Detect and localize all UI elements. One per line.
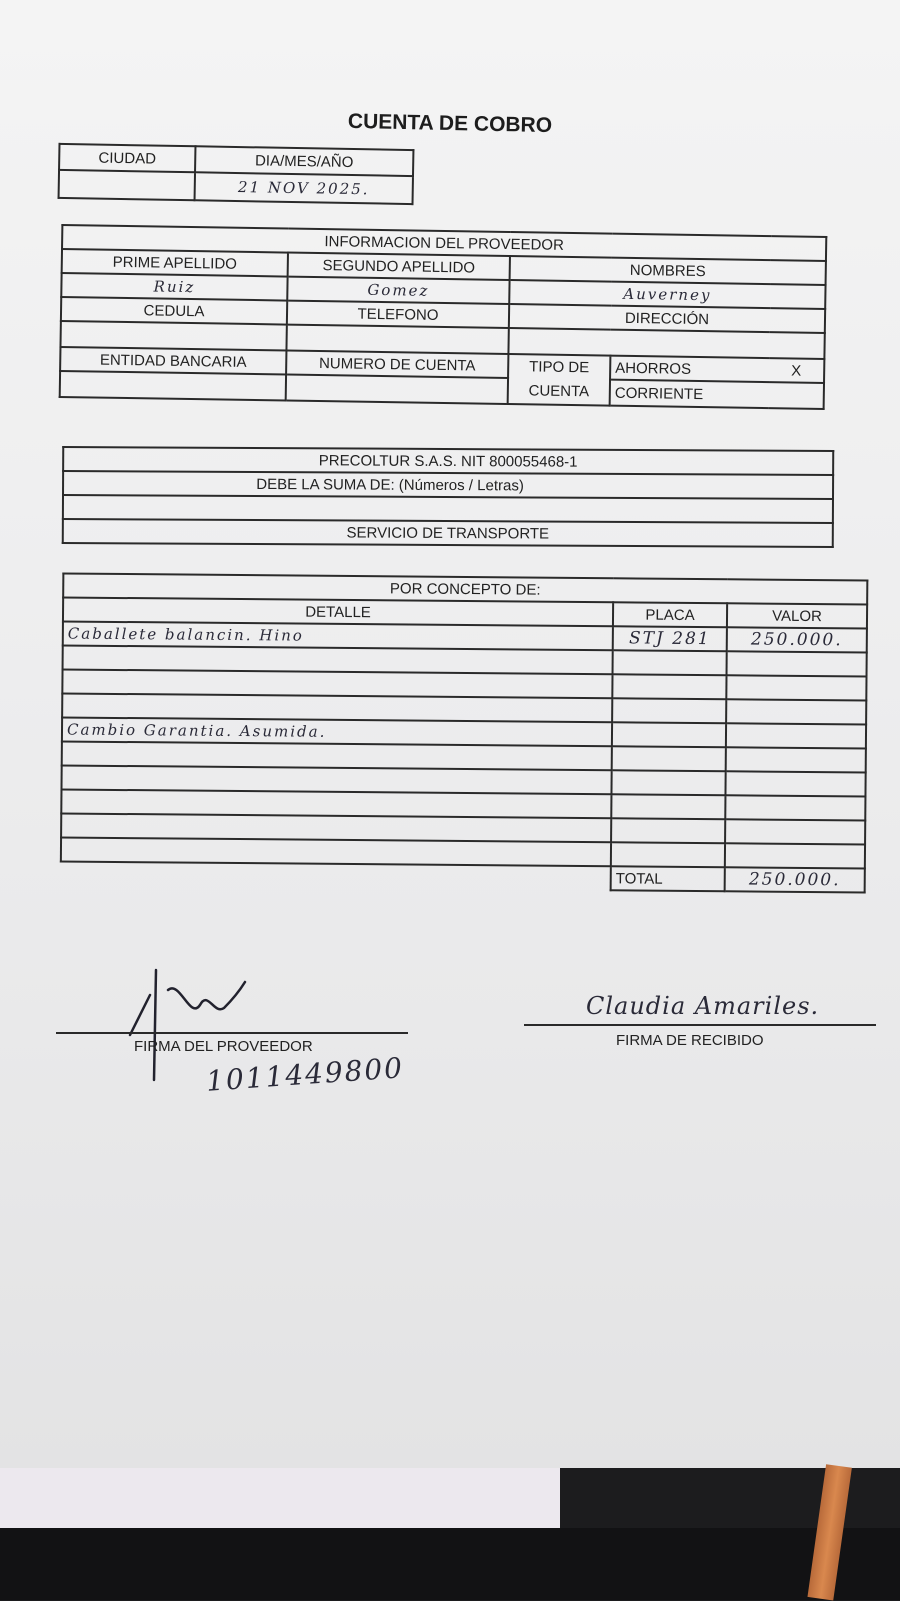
telefono-label: TELEFONO [287, 301, 509, 328]
entidad-label: ENTIDAD BANCARIA [60, 347, 286, 375]
proveedor-id-number: 1011449800 [205, 1051, 406, 1098]
nombres-value: Auverney [509, 280, 825, 309]
servicio-label: SERVICIO DE TRANSPORTE [63, 519, 833, 547]
recibido-signature-label: FIRMA DE RECIBIDO [616, 1032, 764, 1049]
concepto-detalle-cell: Cambio Garantia. Asumida. [62, 717, 612, 746]
concepto-valor-cell [725, 819, 865, 844]
segundo-apellido-value: Gomez [287, 277, 509, 304]
ciudad-value [59, 170, 195, 200]
concepto-valor-cell [725, 843, 865, 868]
concepto-placa-cell [612, 698, 726, 723]
tipo-label-line1: TIPO DE [529, 358, 590, 377]
concepto-placa-cell [611, 818, 725, 843]
concepto-valor-cell [726, 747, 866, 772]
nombres-label: NOMBRES [510, 256, 826, 285]
debe-suma-label: DEBE LA SUMA DE: (Números / Letras) [63, 471, 833, 499]
cedula-value [60, 321, 286, 351]
total-label: TOTAL [611, 866, 725, 891]
col-detalle: DETALLE [63, 597, 613, 626]
proveedor-signature-line [56, 1032, 408, 1034]
concepto-rows [61, 621, 867, 868]
deudor-table [62, 446, 835, 548]
under-sheet [0, 1468, 560, 1528]
direccion-label: DIRECCIÓN [509, 304, 825, 333]
ahorros-mark: X [769, 358, 824, 383]
concepto-section-title: POR CONCEPTO DE: [63, 573, 867, 604]
proveedor-signature-label: FIRMA DEL PROVEEDOR [134, 1038, 313, 1055]
recibido-signature-name: Claudia Amariles. [586, 992, 820, 1020]
telefono-value [286, 325, 508, 354]
segundo-apellido-label: SEGUNDO APELLIDO [288, 253, 510, 280]
tipo-cuenta-label [508, 354, 611, 406]
concepto-placa-cell [612, 674, 726, 699]
col-placa: PLACA [613, 602, 727, 627]
numero-cuenta-label: NUMERO DE CUENTA [286, 351, 508, 378]
primer-apellido-label: PRIME APELLIDO [62, 249, 288, 277]
document-title: CUENTA DE COBRO [347, 109, 553, 138]
desk-background [0, 1528, 900, 1600]
header-table [58, 143, 415, 205]
concepto-placa-cell [611, 842, 725, 867]
concepto-table [60, 572, 869, 893]
total-spacer [61, 861, 611, 890]
total-value: 250.000. [725, 867, 865, 892]
primer-apellido-value: Ruiz [61, 273, 287, 301]
concepto-placa-cell [611, 770, 725, 795]
numero-cuenta-value [286, 375, 508, 404]
tipo-label-line2: CUENTA [528, 382, 590, 401]
concepto-valor-cell [726, 699, 866, 724]
col-valor: VALOR [727, 603, 867, 628]
recibido-signature-line [524, 1024, 876, 1026]
empresa-nit: PRECOLTUR S.A.S. NIT 800055468-1 [63, 447, 833, 475]
fecha-value: 21 NOV 2025. [195, 172, 413, 204]
ahorros-label: AHORROS [610, 356, 769, 382]
concepto-placa-cell: STJ 281 [613, 626, 727, 651]
entidad-value [60, 371, 286, 401]
concepto-valor-cell [725, 795, 865, 820]
proveedor-section-title: INFORMACION DEL PROVEEDOR [62, 225, 826, 261]
concepto-valor-cell [725, 771, 865, 796]
corriente-label: CORRIENTE [610, 380, 824, 409]
concepto-valor-cell: 250.000. [727, 627, 867, 652]
concepto-placa-cell [612, 722, 726, 747]
cedula-label: CEDULA [61, 297, 287, 325]
fecha-label: DIA/MES/AÑO [195, 146, 413, 176]
ciudad-label: CIUDAD [59, 144, 195, 172]
concepto-detalle-cell: Caballete balancin. Hino [63, 621, 613, 650]
concepto-placa-cell [612, 746, 726, 771]
concepto-valor-cell [726, 723, 866, 748]
concepto-valor-cell [727, 651, 867, 676]
proveedor-table [59, 224, 828, 410]
concepto-placa-cell [613, 650, 727, 675]
concepto-valor-cell [726, 675, 866, 700]
concepto-placa-cell [611, 794, 725, 819]
